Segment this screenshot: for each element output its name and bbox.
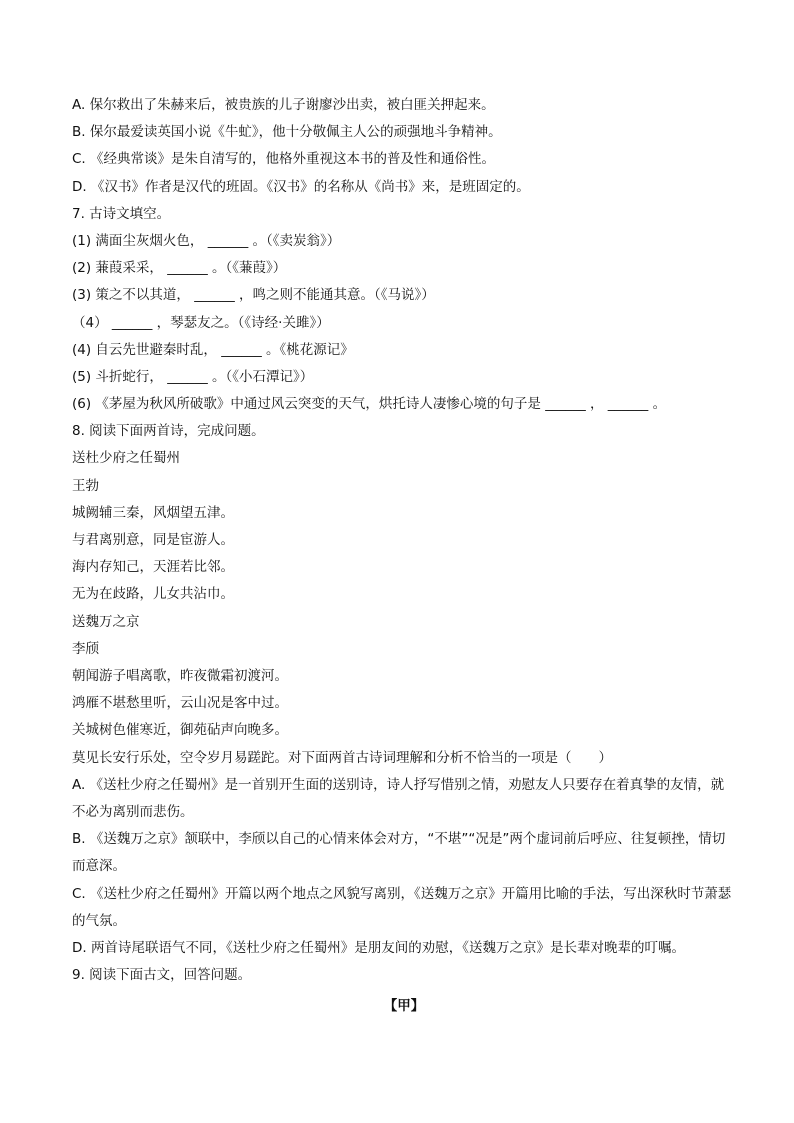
q7-item-2: (2) 蒹葭采采， ______ 。（《蒹葭》） <box>72 260 287 277</box>
poem2-author: 李颀 <box>72 640 99 657</box>
q6-option-a: A. 保尔救出了朱赫来后，被贵族的儿子谢廖沙出卖，被白匪关押起来。 <box>72 97 495 113</box>
q7-item-6: (5) 斗折蛇行， ______ 。（《小石潭记》） <box>72 368 314 385</box>
q6-option-d: D. 《汉书》作者是汉代的班固。《汉书》的名称从《尚书》来，是班固定的。 <box>72 178 530 195</box>
poem1-line: 城阙辅三秦，风烟望五津。 <box>72 504 234 521</box>
q7-item-7: (6) 《茅屋为秋风所破歌》中通过风云突变的天气，烘托诗人凄惨心境的句子是 ______ ， ______ 。 <box>72 396 667 413</box>
poem2-line: 鸿雁不堪愁里听，云山况是客中过。 <box>72 695 288 712</box>
document-page <box>72 92 736 1020</box>
q9-title: 9. 阅读下面古文，回答问题。 <box>72 967 252 984</box>
q7-title: 7. 古诗文填空。 <box>72 205 171 222</box>
q8-question: 莫见长安行乐处，空令岁月易蹉跎。对下面两首古诗词理解和分析不恰当的一项是（ ） <box>72 749 612 766</box>
poem1-line: 海内存知己，天涯若比邻。 <box>72 559 234 576</box>
q8-title: 8. 阅读下面两首诗，完成问题。 <box>72 423 265 440</box>
q7-item-3: (3) 策之不以其道， ______ ，鸣之则不能通其意。（《马说》） <box>72 287 435 304</box>
poem2-line: 朝闻游子唱离歌，昨夜微霜初渡河。 <box>72 667 288 684</box>
poem2-title: 送魏万之京 <box>72 613 140 630</box>
poem1-line: 无为在歧路，儿女共沾巾。 <box>72 586 234 603</box>
poem1-title: 送杜少府之任蜀州 <box>72 450 180 467</box>
poem1-author: 王勃 <box>72 477 99 494</box>
q8-option-d: D. 两首诗尾联语气不同，《送杜少府之任蜀州》是朋友间的劝慰，《送魏万之京》是长辈对晚辈的叮嘱。 <box>72 939 685 956</box>
q8-option-c: C. 《送杜少府之任蜀州》开篇以两个地点之风貌写离别，《送魏万之京》开篇用比喻的手法，写出深秋时节萧瑟的气氛。 <box>72 885 732 929</box>
q7-item-1: (1) 满面尘灰烟火色， ______ 。（《卖炭翁》） <box>72 232 341 249</box>
q7-item-4: （4） ______ ，琴瑟友之。（《诗经·关雎》） <box>72 314 330 331</box>
q6-option-c: C. 《经典常谈》是朱自清写的，他格外重视这本书的普及性和通俗性。 <box>72 151 496 168</box>
poem1-line: 与君离别意，同是宦游人。 <box>72 532 234 548</box>
q7-item-5: (4) 自云先世避秦时乱， ______ 。《桃花源记》 <box>72 341 354 358</box>
q9-section-label: 【甲】 <box>383 998 425 1015</box>
q8-option-a: A. 《送杜少府之任蜀州》是一首别开生面的送别诗，诗人抒写惜别之情，劝慰友人只要存在着真挚的友情，就不必为离别而悲伤。 <box>72 776 725 820</box>
poem2-line: 关城树色催寒近，御苑砧声向晚多。 <box>72 722 288 739</box>
q6-option-b: B. 保尔最爱读英国小说《牛虻》，他十分敬佩主人公的顽强地斗争精神。 <box>72 124 502 141</box>
q8-option-b: B. 《送魏万之京》颔联中，李颀以自己的心情来体会对方，“不堪”“况是”两个虚词前后呼应、往复顿挫，情切而意深。 <box>72 831 726 875</box>
